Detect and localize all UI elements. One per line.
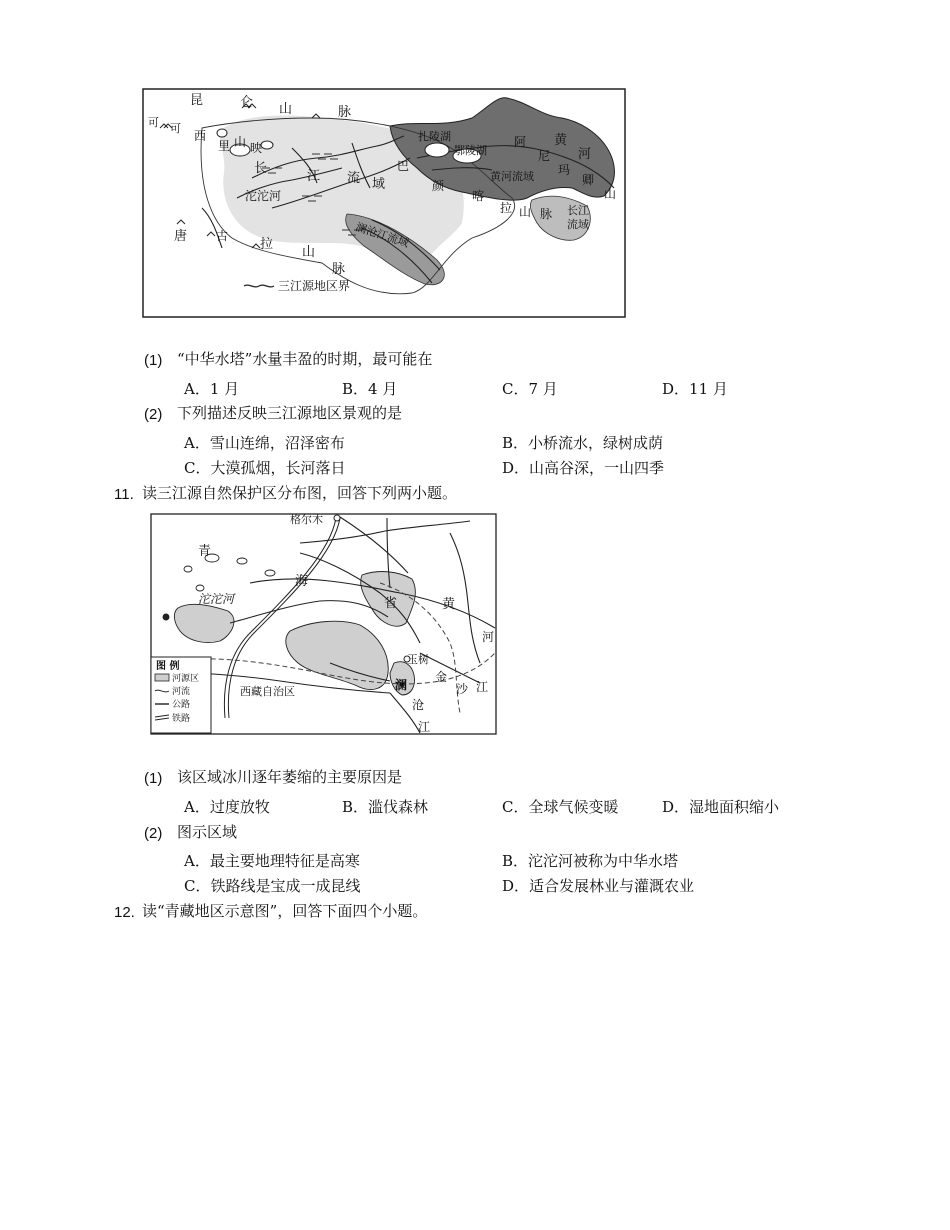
map1-label-ying: 映 xyxy=(250,141,263,155)
q11-stem: 读三江源自然保护区分布图，回答下列两小题。 xyxy=(142,484,458,502)
q10-s1-num: (1) xyxy=(144,352,163,369)
map1-label-kunlun4: 脉 xyxy=(338,105,352,120)
q11-s2-text: 图示区域 xyxy=(177,823,238,841)
q10-s1-opt-b: B．4 月 xyxy=(342,380,398,398)
q10-s2-num: (2) xyxy=(144,406,163,423)
q10-s2-text: 下列描述反映三江源地区景观的是 xyxy=(177,404,403,422)
map1-label-qing: 卿 xyxy=(582,173,595,187)
map1-label-la: 拉 xyxy=(500,201,513,215)
map1-label-mai2: 脉 xyxy=(540,207,553,221)
map1-label-jiang: 江 xyxy=(307,169,321,184)
map1-label-lancang: 澜沧江流域 xyxy=(354,220,411,250)
map2-label-jiang2: 江 xyxy=(418,720,431,734)
map1-label-xi3: 山 xyxy=(234,135,247,149)
q11-s2-opt-a: A．最主要地理特征是高寒 xyxy=(184,852,360,870)
q10-s1-text: “中华水塔”水量丰盈的时期，最可能在 xyxy=(177,350,433,368)
map1-label-huang: 黄 xyxy=(554,133,568,148)
map2-label-he: 河 xyxy=(482,630,495,644)
map1-legend-label: 三江源地区界 xyxy=(278,279,351,293)
q12-stem: 读“青藏地区示意图”，回答下面四个小题。 xyxy=(142,902,428,920)
legend-item-railway: 铁路 xyxy=(172,714,191,724)
map2-label-hai: 海 xyxy=(295,574,309,589)
map1-label-la2: 拉 xyxy=(260,237,274,252)
legend-title: 图 例 xyxy=(156,661,180,672)
legend-item-river: 河流 xyxy=(172,687,191,697)
map2-label-yushu: 玉树 xyxy=(407,653,429,666)
map2-label-tuo: 沱沱河 xyxy=(198,592,235,606)
map1-label-yu: 域 xyxy=(372,177,386,192)
q10-s1-opt-d: D．11 月 xyxy=(662,380,728,398)
map1-label-ma: 玛 xyxy=(558,163,571,177)
q10-s1-opt-c: C．7 月 xyxy=(502,380,558,398)
q11-s2-opt-c: C．铁路线是宝成一成昆线 xyxy=(184,877,361,895)
map1-label-shan2: 山 xyxy=(519,205,532,219)
map2-label-lan: 澜 xyxy=(395,678,408,692)
q11-s1-opt-a: A．过度放牧 xyxy=(184,798,270,816)
q10-s2-opt-d: D．山高谷深，一山四季 xyxy=(502,459,665,477)
map1-label-ni: 尼 xyxy=(538,149,551,163)
reserve-map xyxy=(150,513,497,735)
map1-label-cj-basin1: 长江 xyxy=(567,204,589,217)
q11-s2-opt-d: D．适合发展林业与灌溉农业 xyxy=(502,877,695,895)
map1-label-a: 阿 xyxy=(514,135,527,149)
map2-label-sha: 沙 xyxy=(456,682,469,696)
map1-label-ka: 喀 xyxy=(472,189,485,203)
map1-label-tang: 唐 xyxy=(174,229,188,244)
legend-item-road: 公路 xyxy=(172,700,191,710)
map1-label-shan3: 山 xyxy=(604,187,617,201)
map2-label-geermu: 格尔木 xyxy=(290,513,323,526)
map1-label-chang: 长 xyxy=(254,161,268,176)
map2-label-jiang: 江 xyxy=(476,680,489,694)
q11-s1-num: (1) xyxy=(144,770,163,787)
q11-s1-opt-c: C．全球气候变暖 xyxy=(502,798,619,816)
map1-label-shan4: 山 xyxy=(302,245,316,260)
map1-label-tuo: 沱沱河 xyxy=(245,189,282,203)
map1-label-huanghe-basin: 黄河流域 xyxy=(490,170,534,183)
q11-s1-text: 该区域冰川逐年萎缩的主要原因是 xyxy=(177,768,403,786)
map1-label-cj-basin2: 流域 xyxy=(567,218,589,231)
map1-label-yan: 颜 xyxy=(432,179,445,193)
map2-label-jin: 金 xyxy=(435,670,448,684)
map2-label-cang: 沧 xyxy=(412,698,425,712)
q10-s1-opt-a: A．1 月 xyxy=(184,380,240,398)
map1-label-ke2: 可 xyxy=(170,122,181,135)
map1-label-xi2: 里 xyxy=(218,139,231,153)
map1-label-eling: 鄂陵湖 xyxy=(454,144,487,157)
map2-label-qing: 青 xyxy=(198,544,212,559)
q11-s2-opt-b: B．沱沱河被称为中华水塔 xyxy=(502,852,679,870)
q10-s2-opt-a: A．雪山连绵，沼泽密布 xyxy=(184,434,345,452)
map1-label-gu: 古 xyxy=(216,229,229,243)
q11-s2-num: (2) xyxy=(144,825,163,842)
map1-label-xi1: 西 xyxy=(194,129,207,143)
map2-label-huang: 黄 xyxy=(442,597,456,612)
q10-s2-opt-b: B．小桥流水，绿树成荫 xyxy=(502,434,664,452)
map1-label-kunlun1: 昆 xyxy=(190,93,204,108)
map2-label-sheng: 省 xyxy=(384,596,398,611)
map1-label-ke1: 可 xyxy=(148,116,159,129)
sanjiangyuan-map xyxy=(142,88,626,318)
legend-item-source: 河源区 xyxy=(172,674,200,684)
geermu-marker xyxy=(334,515,340,521)
q11-s1-opt-b: B．滥伐森林 xyxy=(342,798,429,816)
map1-label-kunlun2: 仑 xyxy=(240,95,254,110)
q11-s1-opt-d: D．湿地面积缩小 xyxy=(662,798,780,816)
map1-label-liu: 流 xyxy=(347,171,361,186)
map1-label-mai4: 脉 xyxy=(332,262,346,277)
map1-label-zhaling: 扎陵湖 xyxy=(418,130,451,143)
q11-number: 11. xyxy=(114,486,134,503)
map1-label-he: 河 xyxy=(578,147,592,162)
q12-number: 12. xyxy=(114,904,135,921)
map2-legend xyxy=(151,657,211,733)
q10-s2-opt-c: C．大漠孤烟，长河落日 xyxy=(184,459,346,477)
map2-label-xizang: 西藏自治区 xyxy=(240,685,295,698)
map1-label-ba: 巴 xyxy=(397,159,410,173)
map1-label-kunlun3: 山 xyxy=(279,102,293,117)
